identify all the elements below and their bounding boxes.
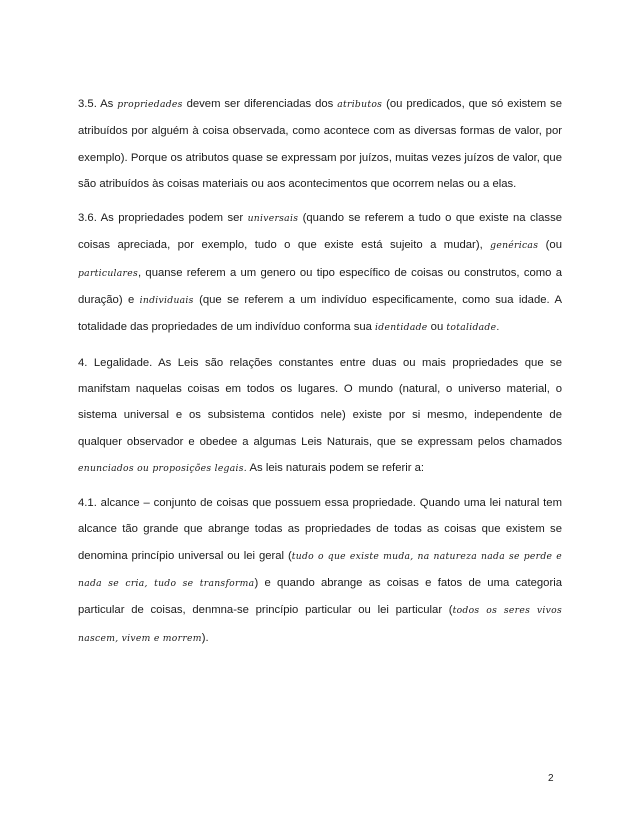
text-segment: ). — [201, 631, 209, 644]
italic-term: propriedades — [117, 99, 183, 110]
italic-term: todos os seres vivos nascem, vivem e morrem — [78, 605, 562, 644]
italic-term: genéricas — [490, 240, 539, 252]
paragraph-p4 — [78, 350, 562, 482]
italic-term: identidade — [375, 322, 428, 334]
text-segment: 4.1. alcance – conjunto de coisas que possuem essa propriedade. Quando uma lei natural tem alcance tão grande que abrange todas as propriedades de todas as coisas que existem se denomina princípio universal ou lei geral ( — [78, 497, 562, 562]
page-number: 2 — [548, 773, 554, 784]
text-segment: 3.5. As — [78, 98, 118, 110]
text-segment: 3.6. As propriedades podem ser — [78, 212, 248, 225]
paragraph-p41 — [78, 490, 562, 652]
italic-term: totalidade. — [446, 322, 500, 334]
text-segment: (ou predicados, que só existem se atribuídos por alguém à coisa observada, como acontece com as diversas formas de valor, por exemplo). Porque os atributos quase se expressam por juízos, muitas vezes juízos de valor, que são atribuídos às coisas materiais ou aos acontecimentos que ocorrem nelas ou a elas. — [78, 98, 562, 190]
italic-term: universais — [247, 213, 299, 225]
document-body — [78, 91, 562, 660]
paragraph-p36 — [78, 205, 562, 341]
text-segment: As leis naturais podem se referir a: — [247, 461, 425, 474]
text-segment: ou — [427, 321, 447, 334]
italic-term: particulares — [78, 267, 139, 279]
text-segment: , quanse referem a um genero ou tipo específico de coisas ou construtos, como a duração) e — [78, 266, 562, 307]
text-segment: (quando se referem a tudo o que existe na classe coisas apreciada, por exemplo, tudo o que existe está sujeito a mudar), — [78, 212, 562, 252]
text-segment: (ou — [538, 239, 562, 252]
paragraph-p35 — [78, 91, 562, 197]
text-segment: (que se referem a um indivíduo especificamente, como sua idade. A totalidade das propriedades de um indivíduo conforma sua — [78, 294, 562, 334]
italic-term: individuais — [139, 295, 194, 307]
italic-term: tudo o que existe muda, na natureza nada se perde e nada se cria, tudo se transforma — [78, 550, 562, 590]
italic-term: atributos — [337, 99, 383, 110]
text-segment: devem ser diferenciadas dos — [182, 98, 338, 110]
text-segment: 4. Legalidade. As Leis são relações constantes entre duas ou mais propriedades que se manifstam naquelas coisas em todos os lugares. O mundo (natural, o universo material, o sistema universal e os subsistema contidos nele) existe por si mesmo, independente de qualquer observador e obedee a algumas Leis Naturais, que se expressam pelos chamados — [78, 356, 562, 448]
text-segment: ) e quando abrange as coisas e fatos de uma categoria particular de coisas, denmna-se princípio particular ou lei particular ( — [78, 577, 562, 617]
italic-term: enunciados ou proposições legais. — [78, 462, 247, 474]
